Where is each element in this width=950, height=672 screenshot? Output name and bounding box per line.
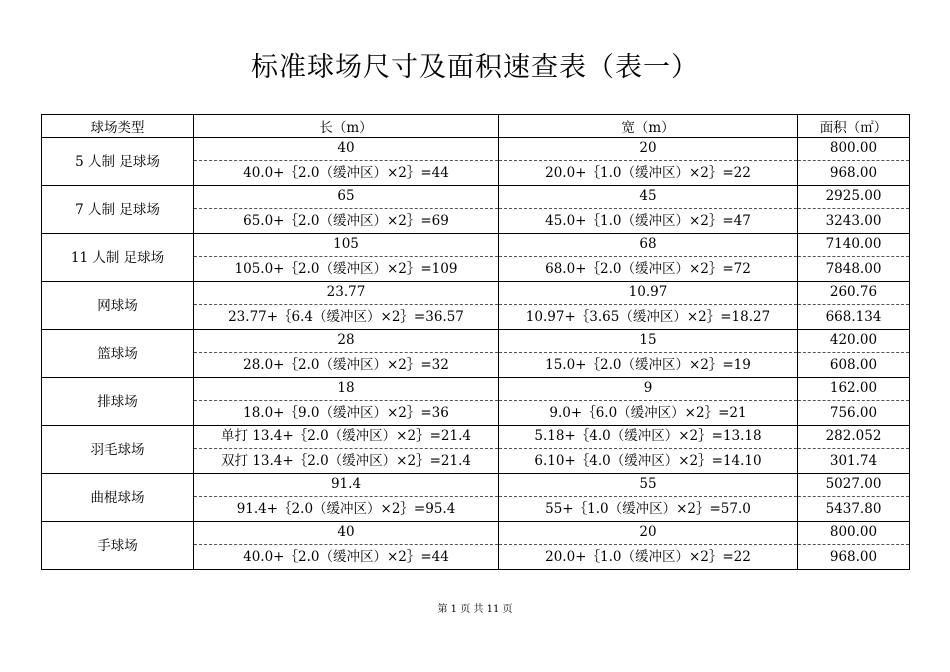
width-buffer-cell: 20.0+｛1.0（缓冲区）×2｝=22 bbox=[499, 161, 798, 186]
table-row bbox=[42, 138, 910, 161]
length-buffer-cell: 40.0+｛2.0（缓冲区）×2｝=44 bbox=[194, 545, 499, 570]
area-buffer-cell: 3243.00 bbox=[798, 209, 910, 234]
table-row bbox=[42, 282, 910, 305]
length-buffer-cell: 91.4+｛2.0（缓冲区）×2｝=95.4 bbox=[194, 497, 499, 522]
area-buffer-cell: 668.134 bbox=[798, 305, 910, 330]
area-standard-cell: 5027.00 bbox=[798, 474, 910, 497]
area-buffer-cell: 608.00 bbox=[798, 353, 910, 378]
court-type-cell: 篮球场 bbox=[42, 330, 194, 378]
court-size-table bbox=[41, 114, 910, 570]
length-buffer-cell: 65.0+｛2.0（缓冲区）×2｝=69 bbox=[194, 209, 499, 234]
header-length: 长（m） bbox=[194, 115, 499, 138]
length-buffer-cell: 23.77+｛6.4（缓冲区）×2｝=36.57 bbox=[194, 305, 499, 330]
court-type-cell: 7 人制 足球场 bbox=[42, 186, 194, 234]
area-standard-cell: 7140.00 bbox=[798, 234, 910, 257]
area-standard-cell: 800.00 bbox=[798, 138, 910, 161]
length-buffer-cell: 28.0+｛2.0（缓冲区）×2｝=32 bbox=[194, 353, 499, 378]
width-buffer-cell: 45.0+｛1.0（缓冲区）×2｝=47 bbox=[499, 209, 798, 234]
width-buffer-cell: 20.0+｛1.0（缓冲区）×2｝=22 bbox=[499, 545, 798, 570]
area-standard-cell: 162.00 bbox=[798, 378, 910, 401]
court-type-cell: 羽毛球场 bbox=[42, 426, 194, 474]
court-type-cell: 5 人制 足球场 bbox=[42, 138, 194, 186]
table-row bbox=[42, 474, 910, 497]
table-row bbox=[42, 522, 910, 545]
length-buffer-cell: 40.0+｛2.0（缓冲区）×2｝=44 bbox=[194, 161, 499, 186]
header-area: 面积（㎡） bbox=[798, 115, 910, 138]
width-buffer-cell: 9.0+｛6.0（缓冲区）×2｝=21 bbox=[499, 401, 798, 426]
width-standard-cell: 9 bbox=[499, 378, 798, 401]
court-type-cell: 手球场 bbox=[42, 522, 194, 570]
length-standard-cell: 23.77 bbox=[194, 282, 499, 305]
length-standard-cell: 65 bbox=[194, 186, 499, 209]
width-standard-cell: 10.97 bbox=[499, 282, 798, 305]
width-standard-cell: 45 bbox=[499, 186, 798, 209]
table-row bbox=[42, 186, 910, 209]
table-header-row bbox=[42, 115, 910, 138]
page-footer: 第 1 页 共 11 页 bbox=[437, 604, 513, 615]
area-standard-cell: 800.00 bbox=[798, 522, 910, 545]
length-standard-cell: 40 bbox=[194, 522, 499, 545]
table-row bbox=[42, 378, 910, 401]
table-row bbox=[42, 234, 910, 257]
length-standard-cell: 91.4 bbox=[194, 474, 499, 497]
width-doubles-cell: 6.10+｛4.0（缓冲区）×2｝=14.10 bbox=[499, 449, 798, 474]
area-singles-cell: 282.052 bbox=[798, 426, 910, 449]
area-buffer-cell: 5437.80 bbox=[798, 497, 910, 522]
area-buffer-cell: 968.00 bbox=[798, 161, 910, 186]
width-singles-cell: 5.18+｛4.0（缓冲区）×2｝=13.18 bbox=[499, 426, 798, 449]
width-buffer-cell: 68.0+｛2.0（缓冲区）×2｝=72 bbox=[499, 257, 798, 282]
width-standard-cell: 55 bbox=[499, 474, 798, 497]
width-buffer-cell: 15.0+｛2.0（缓冲区）×2｝=19 bbox=[499, 353, 798, 378]
page-title: 标准球场尺寸及面积速查表（表一） bbox=[251, 52, 699, 83]
table-row bbox=[42, 426, 910, 449]
length-doubles-cell: 双打 13.4+｛2.0（缓冲区）×2｝=21.4 bbox=[194, 449, 499, 474]
area-buffer-cell: 7848.00 bbox=[798, 257, 910, 282]
width-standard-cell: 20 bbox=[499, 522, 798, 545]
court-type-cell: 排球场 bbox=[42, 378, 194, 426]
length-standard-cell: 105 bbox=[194, 234, 499, 257]
header-width: 宽（m） bbox=[499, 115, 798, 138]
court-type-cell: 网球场 bbox=[42, 282, 194, 330]
width-buffer-cell: 55+｛1.0（缓冲区）×2｝=57.0 bbox=[499, 497, 798, 522]
area-standard-cell: 420.00 bbox=[798, 330, 910, 353]
length-singles-cell: 单打 13.4+｛2.0（缓冲区）×2｝=21.4 bbox=[194, 426, 499, 449]
court-type-cell: 曲棍球场 bbox=[42, 474, 194, 522]
width-standard-cell: 68 bbox=[499, 234, 798, 257]
area-doubles-cell: 301.74 bbox=[798, 449, 910, 474]
width-buffer-cell: 10.97+｛3.65（缓冲区）×2｝=18.27 bbox=[499, 305, 798, 330]
area-buffer-cell: 756.00 bbox=[798, 401, 910, 426]
length-standard-cell: 40 bbox=[194, 138, 499, 161]
court-type-cell: 11 人制 足球场 bbox=[42, 234, 194, 282]
length-buffer-cell: 105.0+｛2.0（缓冲区）×2｝=109 bbox=[194, 257, 499, 282]
width-standard-cell: 15 bbox=[499, 330, 798, 353]
area-standard-cell: 2925.00 bbox=[798, 186, 910, 209]
table-row bbox=[42, 330, 910, 353]
area-standard-cell: 260.76 bbox=[798, 282, 910, 305]
table-body bbox=[42, 138, 910, 570]
width-standard-cell: 20 bbox=[499, 138, 798, 161]
length-standard-cell: 28 bbox=[194, 330, 499, 353]
area-buffer-cell: 968.00 bbox=[798, 545, 910, 570]
header-court-type: 球场类型 bbox=[42, 115, 194, 138]
length-buffer-cell: 18.0+｛9.0（缓冲区）×2｝=36 bbox=[194, 401, 499, 426]
length-standard-cell: 18 bbox=[194, 378, 499, 401]
